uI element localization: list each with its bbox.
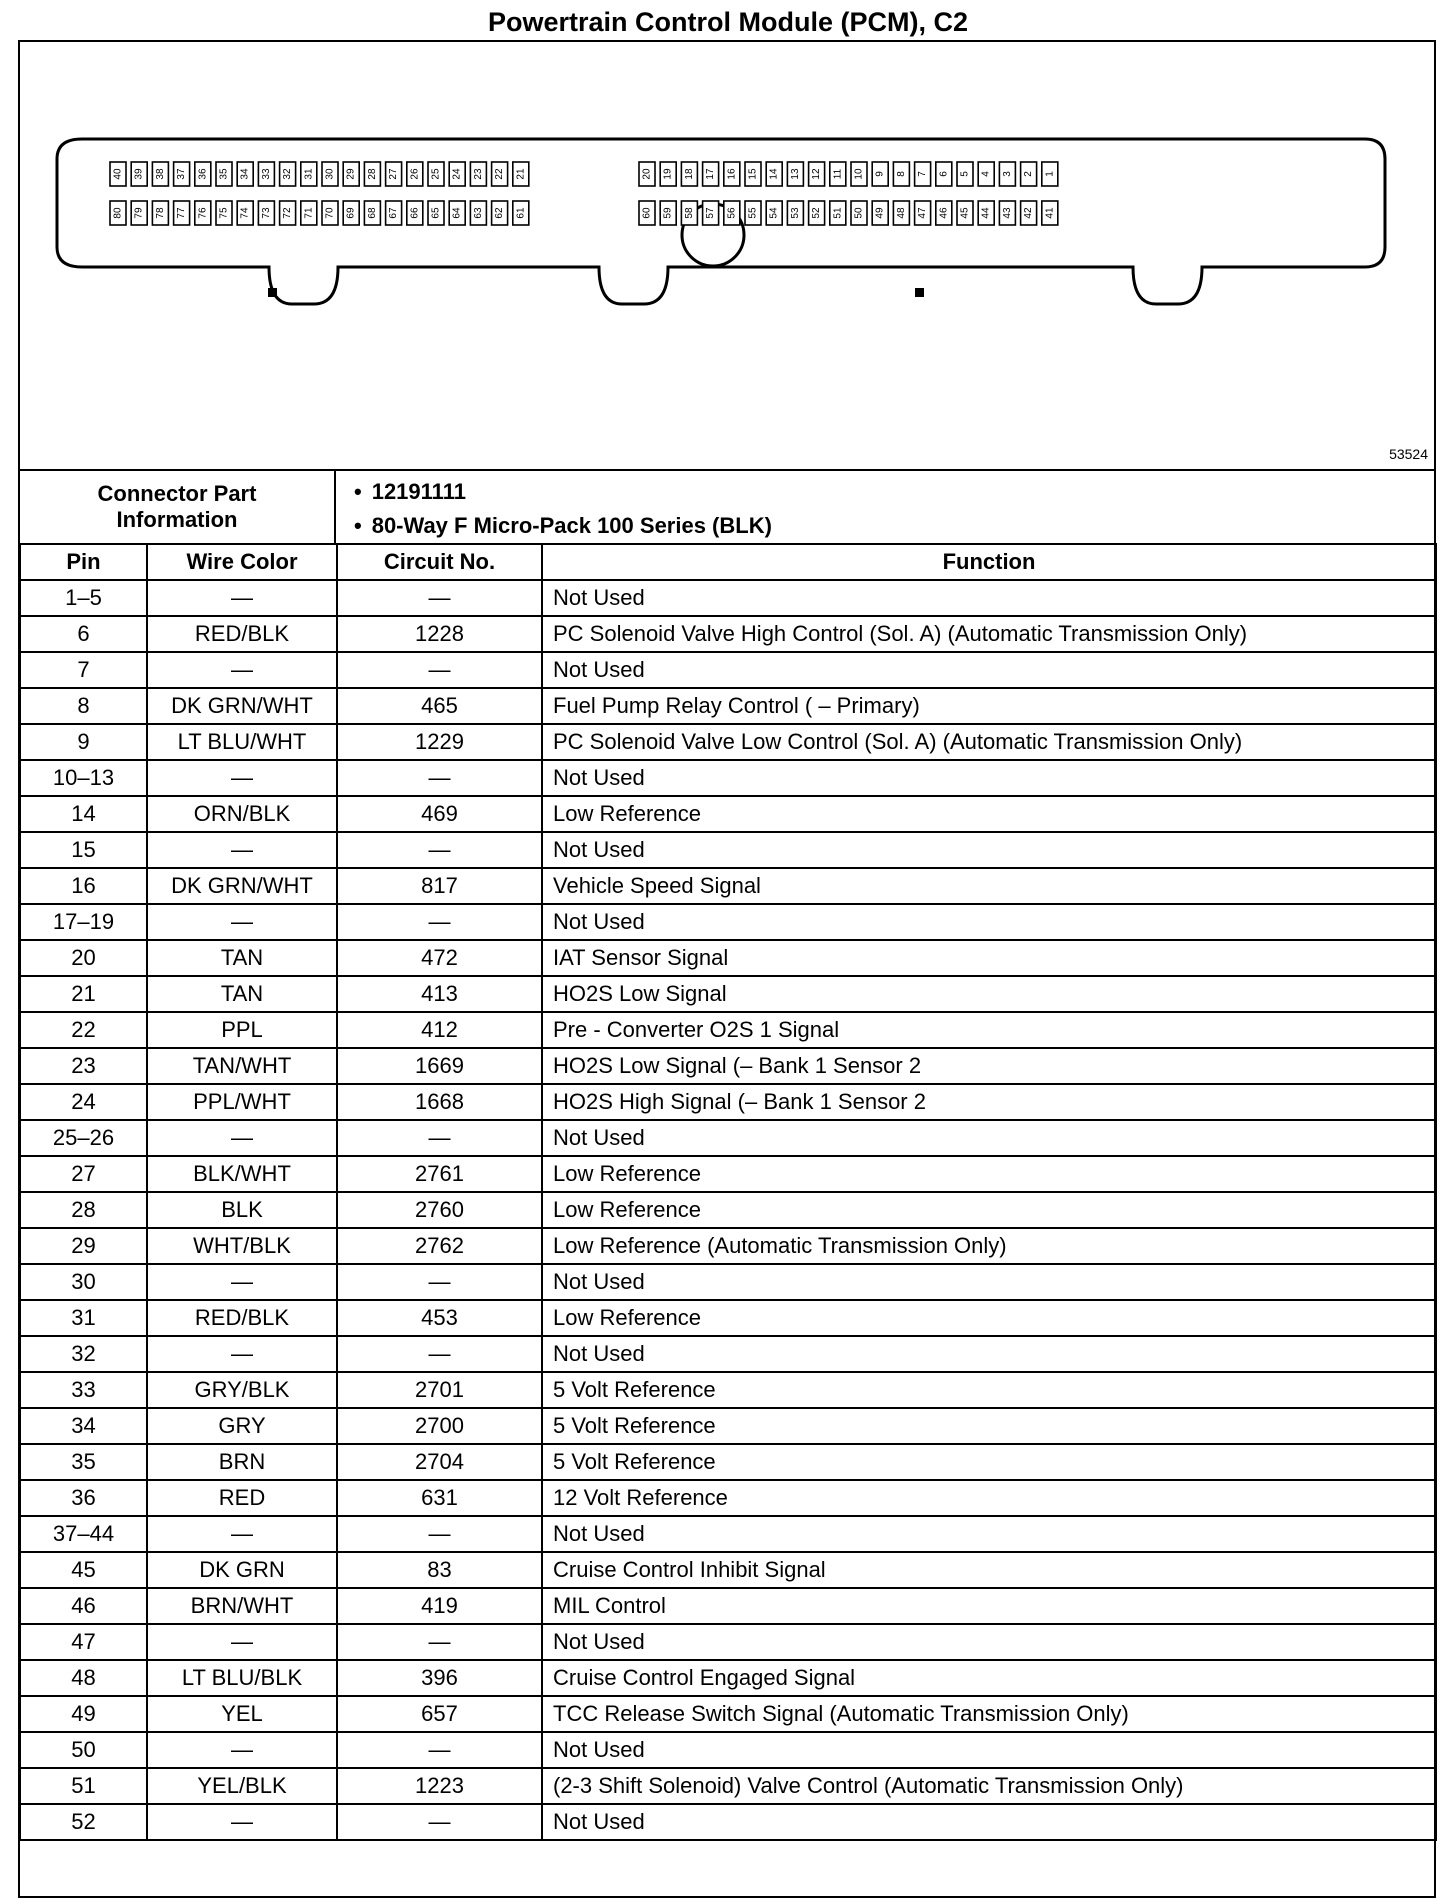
pin-number-label: 54: [768, 207, 780, 219]
function-cell: Not Used: [542, 1264, 1436, 1300]
circuit-number-cell: 1229: [337, 724, 542, 760]
wire-color-cell: RED/BLK: [147, 1300, 337, 1336]
function-cell: Pre - Converter O2S 1 Signal: [542, 1012, 1436, 1048]
table-row: [20, 1372, 1436, 1408]
pin-marker-right: [915, 288, 924, 297]
table-row: [20, 1156, 1436, 1192]
circuit-number-cell: —: [337, 580, 542, 616]
wire-color-cell: GRY: [147, 1408, 337, 1444]
function-cell: MIL Control: [542, 1588, 1436, 1624]
table-row: [20, 1588, 1436, 1624]
pin-number-label: 71: [303, 207, 315, 219]
pin-number-label: 66: [409, 207, 421, 219]
pin-cell: 35: [20, 1444, 147, 1480]
pin-number-label: 24: [451, 168, 463, 180]
circuit-number-cell: 2762: [337, 1228, 542, 1264]
circuit-number-cell: 412: [337, 1012, 542, 1048]
connector-info-label: [20, 471, 336, 543]
circuit-number-cell: 2701: [337, 1372, 542, 1408]
wire-color-cell: BLK/WHT: [147, 1156, 337, 1192]
pin-table: [19, 543, 1437, 1841]
function-cell: Not Used: [542, 1732, 1436, 1768]
table-row: [20, 1192, 1436, 1228]
pin-table-header: [20, 544, 1436, 580]
pin-number-label: 59: [662, 207, 674, 219]
part-number: • 12191111: [354, 475, 772, 509]
pin-number-label: 44: [980, 207, 992, 219]
pin-cell: 37–44: [20, 1516, 147, 1552]
pin-cell: 6: [20, 616, 147, 652]
table-row: [20, 832, 1436, 868]
function-cell: PC Solenoid Valve Low Control (Sol. A) (Automatic Transmission Only): [542, 724, 1436, 760]
pin-number-label: 31: [303, 168, 315, 180]
header-function: Function: [542, 544, 1436, 580]
pin-cell: 22: [20, 1012, 147, 1048]
pin-cell: 49: [20, 1696, 147, 1732]
pin-number-label: 60: [641, 207, 653, 219]
pin-number-label: 27: [388, 168, 400, 180]
circuit-number-cell: 465: [337, 688, 542, 724]
function-cell: PC Solenoid Valve High Control (Sol. A) (Automatic Transmission Only): [542, 616, 1436, 652]
wire-color-cell: —: [147, 1804, 337, 1840]
connector-info-values: [354, 475, 772, 543]
pin-number-label: 32: [282, 168, 294, 180]
function-cell: Not Used: [542, 1624, 1436, 1660]
pin-number-label: 63: [472, 207, 484, 219]
wire-color-cell: TAN/WHT: [147, 1048, 337, 1084]
function-cell: Low Reference: [542, 1192, 1436, 1228]
pin-cell: 34: [20, 1408, 147, 1444]
function-cell: 12 Volt Reference: [542, 1480, 1436, 1516]
pin-number-label: 38: [154, 168, 166, 180]
pin-number-label: 76: [197, 207, 209, 219]
pin-cell: 47: [20, 1624, 147, 1660]
function-cell: Cruise Control Engaged Signal: [542, 1660, 1436, 1696]
wire-color-cell: BRN: [147, 1444, 337, 1480]
pin-cell: 36: [20, 1480, 147, 1516]
wire-color-cell: —: [147, 1624, 337, 1660]
connector-info-label-line1: Connector Part: [97, 481, 257, 506]
pin-number-label: 42: [1023, 207, 1035, 219]
pin-cell: 31: [20, 1300, 147, 1336]
pin-number-label: 79: [133, 207, 145, 219]
table-row: [20, 1624, 1436, 1660]
circuit-number-cell: 631: [337, 1480, 542, 1516]
table-row: [20, 940, 1436, 976]
table-row: [20, 1660, 1436, 1696]
pin-number-label: 67: [388, 207, 400, 219]
pin-number-label: 47: [917, 207, 929, 219]
pin-number-label: 65: [430, 207, 442, 219]
circuit-number-cell: 1228: [337, 616, 542, 652]
pin-cell: 15: [20, 832, 147, 868]
pin-number-label: 2: [1023, 171, 1035, 177]
pin-cell: 23: [20, 1048, 147, 1084]
function-cell: 5 Volt Reference: [542, 1444, 1436, 1480]
table-row: [20, 1768, 1436, 1804]
table-row: [20, 1264, 1436, 1300]
pin-cell: 32: [20, 1336, 147, 1372]
pin-cell: 24: [20, 1084, 147, 1120]
function-cell: HO2S Low Signal: [542, 976, 1436, 1012]
pin-number-label: 49: [874, 207, 886, 219]
pin-cell: 46: [20, 1588, 147, 1624]
wire-color-cell: —: [147, 580, 337, 616]
pin-number-label: 51: [832, 207, 844, 219]
pin-number-label: 9: [874, 171, 886, 177]
pin-number-label: 80: [112, 207, 124, 219]
pin-cell: 9: [20, 724, 147, 760]
table-row: [20, 1480, 1436, 1516]
circuit-number-cell: 396: [337, 1660, 542, 1696]
pin-number-label: 1: [1044, 171, 1056, 177]
header-circuit-no: Circuit No.: [337, 544, 542, 580]
pin-number-label: 69: [345, 207, 357, 219]
table-row: [20, 1336, 1436, 1372]
pin-cell: 52: [20, 1804, 147, 1840]
circuit-number-cell: 1223: [337, 1768, 542, 1804]
pin-number-label: 4: [980, 171, 992, 177]
pin-number-label: 37: [176, 168, 188, 180]
pin-cell: 28: [20, 1192, 147, 1228]
header-pin: Pin: [20, 544, 147, 580]
pin-number-label: 22: [494, 168, 506, 180]
function-cell: Not Used: [542, 652, 1436, 688]
pin-number-label: 62: [494, 207, 506, 219]
circuit-number-cell: 419: [337, 1588, 542, 1624]
pin-number-label: 75: [218, 207, 230, 219]
pin-marker-left: [268, 288, 277, 297]
wire-color-cell: LT BLU/BLK: [147, 1660, 337, 1696]
wire-color-cell: PPL/WHT: [147, 1084, 337, 1120]
circuit-number-cell: —: [337, 1624, 542, 1660]
circuit-number-cell: 1668: [337, 1084, 542, 1120]
wire-color-cell: TAN: [147, 976, 337, 1012]
pin-number-label: 17: [705, 168, 717, 180]
page-title: Powertrain Control Module (PCM), C2: [487, 7, 968, 37]
pin-number-label: 3: [1001, 171, 1013, 177]
pin-number-label: 46: [938, 207, 950, 219]
wire-color-cell: DK GRN/WHT: [147, 688, 337, 724]
pin-cell: 30: [20, 1264, 147, 1300]
pin-number-label: 19: [662, 168, 674, 180]
wire-color-cell: —: [147, 652, 337, 688]
pin-number-label: 52: [811, 207, 823, 219]
pin-cell: 8: [20, 688, 147, 724]
pin-number-label: 74: [239, 207, 251, 219]
pin-number-label: 43: [1001, 207, 1013, 219]
wire-color-cell: DK GRN/WHT: [147, 868, 337, 904]
pin-number-label: 36: [197, 168, 209, 180]
wire-color-cell: PPL: [147, 1012, 337, 1048]
table-row: [20, 1408, 1436, 1444]
pin-number-label: 20: [641, 168, 653, 180]
wire-color-cell: BRN/WHT: [147, 1588, 337, 1624]
pin-cell: 17–19: [20, 904, 147, 940]
function-cell: Not Used: [542, 904, 1436, 940]
wire-color-cell: —: [147, 760, 337, 796]
table-row: [20, 1012, 1436, 1048]
function-cell: Not Used: [542, 580, 1436, 616]
circuit-number-cell: 2760: [337, 1192, 542, 1228]
connector-part-information: [20, 469, 1434, 543]
connector-info-label-line2: Information: [116, 507, 238, 532]
pin-cell: 10–13: [20, 760, 147, 796]
pin-cell: 48: [20, 1660, 147, 1696]
pin-number-label: 25: [430, 168, 442, 180]
pin-number-label: 57: [705, 207, 717, 219]
pin-number-label: 39: [133, 168, 145, 180]
function-cell: Fuel Pump Relay Control ( – Primary): [542, 688, 1436, 724]
table-row: [20, 652, 1436, 688]
pin-number-label: 40: [112, 168, 124, 180]
wire-color-cell: —: [147, 1732, 337, 1768]
pin-number-label: 77: [176, 207, 188, 219]
table-row: [20, 1300, 1436, 1336]
circuit-number-cell: 469: [337, 796, 542, 832]
pin-number-label: 21: [515, 168, 527, 180]
function-cell: Not Used: [542, 832, 1436, 868]
pin-number-label: 35: [218, 168, 230, 180]
pin-number-label: 30: [324, 168, 336, 180]
circuit-number-cell: 2761: [337, 1156, 542, 1192]
pin-number-label: 26: [409, 168, 421, 180]
wire-color-cell: —: [147, 832, 337, 868]
circuit-number-cell: —: [337, 760, 542, 796]
pin-number-label: 78: [154, 207, 166, 219]
circuit-number-cell: 2704: [337, 1444, 542, 1480]
wire-color-cell: BLK: [147, 1192, 337, 1228]
table-row: [20, 1516, 1436, 1552]
pin-number-label: 53: [789, 207, 801, 219]
circuit-number-cell: 413: [337, 976, 542, 1012]
pin-number-label: 61: [515, 207, 527, 219]
table-row: [20, 1228, 1436, 1264]
pin-number-label: 48: [895, 207, 907, 219]
wire-color-cell: LT BLU/WHT: [147, 724, 337, 760]
table-row: [20, 1552, 1436, 1588]
table-row: [20, 1696, 1436, 1732]
table-row: [20, 904, 1436, 940]
wire-color-cell: —: [147, 904, 337, 940]
circuit-number-cell: —: [337, 1120, 542, 1156]
function-cell: Not Used: [542, 1120, 1436, 1156]
function-cell: Low Reference: [542, 1156, 1436, 1192]
function-cell: 5 Volt Reference: [542, 1408, 1436, 1444]
table-row: [20, 868, 1436, 904]
circuit-number-cell: 2700: [337, 1408, 542, 1444]
table-row: [20, 1804, 1436, 1840]
pin-cell: 33: [20, 1372, 147, 1408]
pin-number-label: 70: [324, 207, 336, 219]
circuit-number-cell: 657: [337, 1696, 542, 1732]
pin-cell: 1–5: [20, 580, 147, 616]
table-row: [20, 1084, 1436, 1120]
function-cell: Not Used: [542, 760, 1436, 796]
function-cell: (2-3 Shift Solenoid) Valve Control (Automatic Transmission Only): [542, 1768, 1436, 1804]
table-row: [20, 580, 1436, 616]
circuit-number-cell: 472: [337, 940, 542, 976]
table-row: [20, 688, 1436, 724]
pin-cell: 20: [20, 940, 147, 976]
wire-color-cell: ORN/BLK: [147, 796, 337, 832]
table-row: [20, 1732, 1436, 1768]
function-cell: Low Reference: [542, 796, 1436, 832]
wire-color-cell: YEL: [147, 1696, 337, 1732]
function-cell: Not Used: [542, 1336, 1436, 1372]
wire-color-cell: —: [147, 1120, 337, 1156]
table-row: [20, 976, 1436, 1012]
pin-number-label: 12: [811, 168, 823, 180]
circuit-number-cell: —: [337, 1732, 542, 1768]
pin-number-label: 11: [832, 168, 844, 180]
table-row: [20, 796, 1436, 832]
table-row: [20, 616, 1436, 652]
pin-number-label: 45: [959, 207, 971, 219]
pin-number-label: 68: [366, 207, 378, 219]
pin-number-label: 55: [747, 207, 759, 219]
pin-cell: 29: [20, 1228, 147, 1264]
pin-cell: 45: [20, 1552, 147, 1588]
pin-number-label: 5: [959, 171, 971, 177]
pin-number-label: 14: [768, 168, 780, 180]
function-cell: Cruise Control Inhibit Signal: [542, 1552, 1436, 1588]
pin-cell: 50: [20, 1732, 147, 1768]
pin-number-label: 58: [683, 207, 695, 219]
wire-color-cell: DK GRN: [147, 1552, 337, 1588]
circuit-number-cell: —: [337, 652, 542, 688]
wire-color-cell: GRY/BLK: [147, 1372, 337, 1408]
pin-number-label: 10: [853, 168, 865, 180]
table-row: [20, 1048, 1436, 1084]
table-row: [20, 1120, 1436, 1156]
pin-number-label: 29: [345, 168, 357, 180]
wire-color-cell: —: [147, 1336, 337, 1372]
pin-cell: 7: [20, 652, 147, 688]
pin-number-label: 28: [366, 168, 378, 180]
pin-number-label: 73: [260, 207, 272, 219]
circuit-number-cell: 1669: [337, 1048, 542, 1084]
function-cell: 5 Volt Reference: [542, 1372, 1436, 1408]
pin-number-label: 16: [726, 168, 738, 180]
circuit-number-cell: —: [337, 1516, 542, 1552]
wire-color-cell: WHT/BLK: [147, 1228, 337, 1264]
circuit-number-cell: 817: [337, 868, 542, 904]
circuit-number-cell: —: [337, 1804, 542, 1840]
pin-cell: 25–26: [20, 1120, 147, 1156]
pin-number-label: 6: [938, 171, 950, 177]
pin-number-label: 72: [282, 207, 294, 219]
pin-cell: 14: [20, 796, 147, 832]
pin-number-label: 50: [853, 207, 865, 219]
pin-cell: 27: [20, 1156, 147, 1192]
wire-color-cell: RED: [147, 1480, 337, 1516]
pin-number-label: 34: [239, 168, 251, 180]
wire-color-cell: YEL/BLK: [147, 1768, 337, 1804]
wire-color-cell: TAN: [147, 940, 337, 976]
circuit-number-cell: —: [337, 1336, 542, 1372]
table-row: [20, 724, 1436, 760]
pin-cell: 16: [20, 868, 147, 904]
circuit-number-cell: —: [337, 1264, 542, 1300]
connector-diagram: [20, 42, 1434, 468]
function-cell: Not Used: [542, 1804, 1436, 1840]
function-cell: Low Reference (Automatic Transmission Only): [542, 1228, 1436, 1264]
wire-color-cell: RED/BLK: [147, 616, 337, 652]
circuit-number-cell: 453: [337, 1300, 542, 1336]
pin-number-label: 33: [260, 168, 272, 180]
pin-number-label: 15: [747, 168, 759, 180]
function-cell: Vehicle Speed Signal: [542, 868, 1436, 904]
pin-number-label: 13: [789, 168, 801, 180]
pin-number-label: 56: [726, 207, 738, 219]
circuit-number-cell: 83: [337, 1552, 542, 1588]
circuit-number-cell: —: [337, 904, 542, 940]
table-row: [20, 760, 1436, 796]
table-row: [20, 1444, 1436, 1480]
pin-cell: 21: [20, 976, 147, 1012]
pin-number-label: 64: [451, 207, 463, 219]
wire-color-cell: —: [147, 1516, 337, 1552]
function-cell: Not Used: [542, 1516, 1436, 1552]
header-wire-color: Wire Color: [147, 544, 337, 580]
circuit-number-cell: —: [337, 832, 542, 868]
pin-number-label: 41: [1044, 207, 1056, 219]
function-cell: IAT Sensor Signal: [542, 940, 1436, 976]
pin-number-label: 7: [917, 171, 929, 177]
function-cell: TCC Release Switch Signal (Automatic Transmission Only): [542, 1696, 1436, 1732]
pin-number-label: 18: [683, 168, 695, 180]
pin-cell: 51: [20, 1768, 147, 1804]
function-cell: Low Reference: [542, 1300, 1436, 1336]
pin-number-label: 23: [472, 168, 484, 180]
drawing-number: 53524: [1389, 446, 1428, 462]
connector-description: • 80-Way F Micro-Pack 100 Series (BLK): [354, 509, 772, 543]
wire-color-cell: —: [147, 1264, 337, 1300]
function-cell: HO2S High Signal (– Bank 1 Sensor 2: [542, 1084, 1436, 1120]
pin-number-label: 8: [895, 171, 907, 177]
function-cell: HO2S Low Signal (– Bank 1 Sensor 2: [542, 1048, 1436, 1084]
